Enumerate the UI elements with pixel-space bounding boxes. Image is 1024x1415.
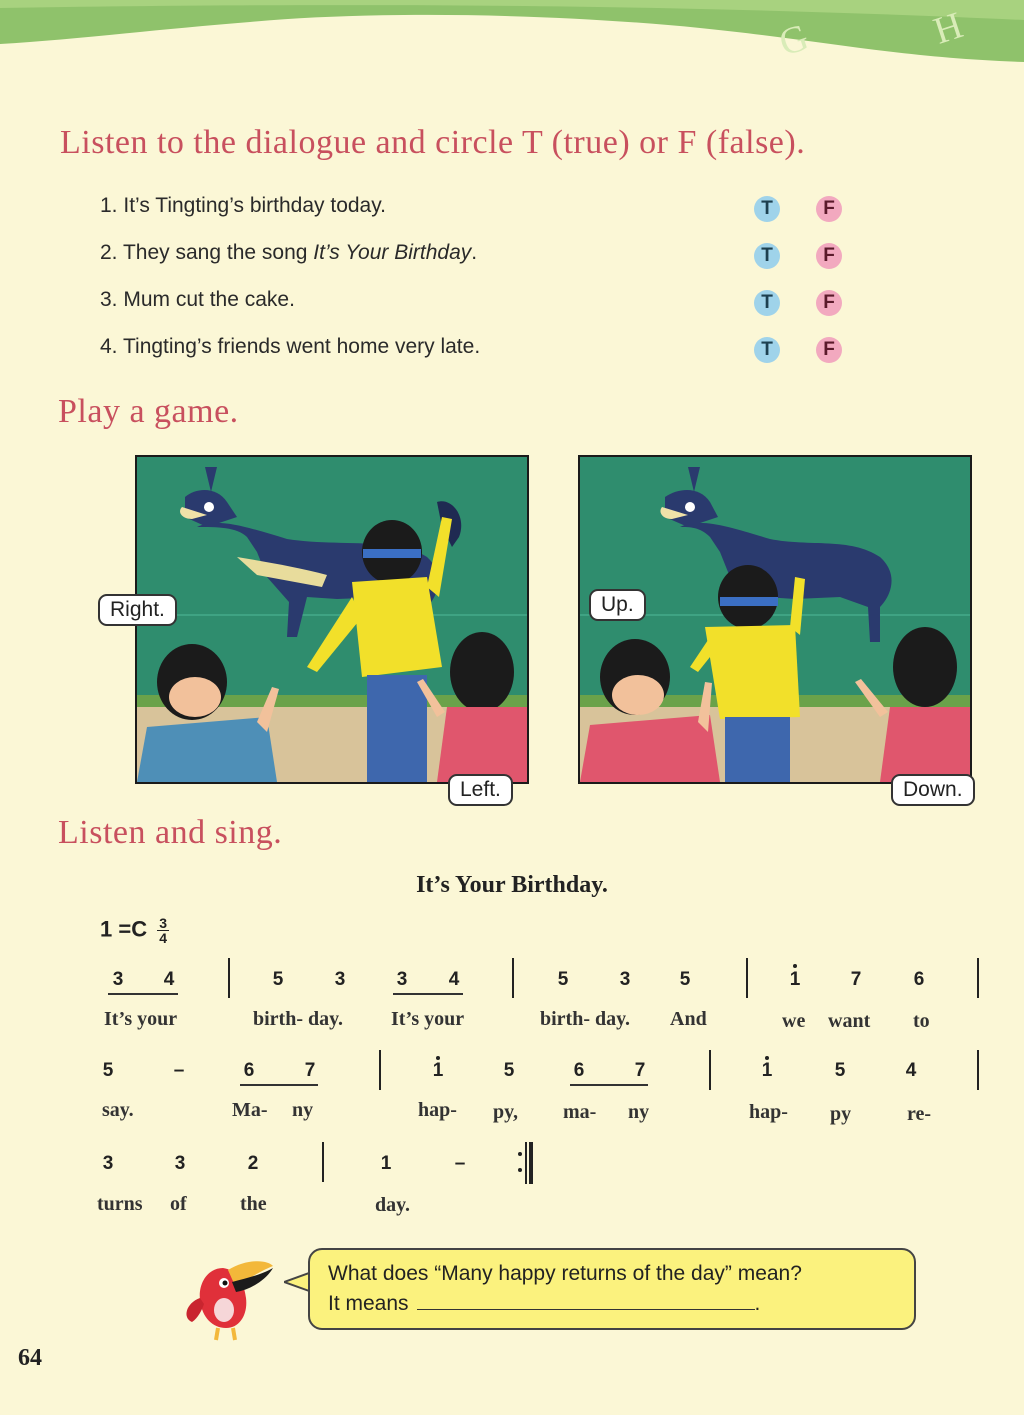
section-heading-play-game: Play a game. <box>58 393 239 430</box>
header-letter-h: H <box>928 4 968 53</box>
statement-text: 3. Mum cut the cake. <box>100 288 295 311</box>
true-false-list <box>100 188 860 376</box>
true-choice[interactable]: T <box>754 337 780 363</box>
beam <box>570 1084 648 1086</box>
lyric: turns <box>97 1193 143 1215</box>
section-heading-listen-circle: Listen to the dialogue and circle T (true) or F (false). <box>60 124 806 161</box>
false-choice[interactable]: F <box>816 196 842 222</box>
lyric: say. <box>102 1099 134 1121</box>
lyric: py, <box>493 1101 519 1123</box>
lyric: birth- day. <box>253 1008 344 1030</box>
true-choice[interactable]: T <box>754 243 780 269</box>
statement-text: 4. Tingting’s friends went home very late. <box>100 335 481 358</box>
beam <box>108 993 178 995</box>
lyric: the <box>240 1193 267 1215</box>
music-note: 3 <box>619 969 631 990</box>
answer-blank[interactable] <box>417 1291 755 1310</box>
music-note: 1 <box>789 969 801 990</box>
lyric: hap- <box>749 1101 788 1123</box>
bar-line <box>379 1050 381 1090</box>
time-signature: $\frac{3}{4}$ <box>159 915 168 946</box>
lyric: It’s your <box>391 1008 465 1030</box>
list-item <box>100 329 860 376</box>
music-note: 5 <box>102 1060 114 1081</box>
beam <box>393 993 463 995</box>
lyric: ma- <box>563 1101 597 1123</box>
header-letter-g: G <box>774 16 814 65</box>
lyric: It’s your <box>104 1008 178 1030</box>
lyric: hap- <box>418 1099 457 1121</box>
false-choice[interactable]: F <box>816 337 842 363</box>
answer-prompt: It means . <box>328 1292 761 1315</box>
lyric: py <box>830 1103 852 1125</box>
music-note: 3 <box>174 1153 186 1174</box>
lyric: want <box>828 1010 871 1032</box>
lyric: ny <box>292 1099 314 1121</box>
music-note: 4 <box>163 969 175 990</box>
statement-text: 2. They sang the song It’s Your Birthday. <box>100 241 478 264</box>
list-item <box>100 188 860 235</box>
statement-text: 1. It’s Tingting’s birthday today. <box>100 194 387 217</box>
repeat-end-sign <box>518 1142 536 1184</box>
speech-bubble-right: Right. <box>98 594 177 626</box>
bar-line <box>228 958 230 998</box>
game-illustration-left <box>135 455 529 784</box>
music-note: 7 <box>634 1060 646 1081</box>
high-octave-dot <box>793 964 797 968</box>
true-choice[interactable]: T <box>754 196 780 222</box>
page-number: 64 <box>18 1345 42 1371</box>
bar-line <box>977 958 979 998</box>
music-note: 2 <box>247 1153 259 1174</box>
speech-bubble-down: Down. <box>891 774 975 806</box>
lyric: we <box>782 1010 806 1032</box>
header-band <box>0 0 1024 70</box>
music-note: – <box>454 1153 466 1174</box>
music-note: 5 <box>834 1060 846 1081</box>
music-note: 3 <box>112 969 124 990</box>
toucan-mascot-icon <box>178 1248 278 1343</box>
song-title: It’s Your Birthday. <box>416 872 608 898</box>
list-item <box>100 282 860 329</box>
false-choice[interactable]: F <box>816 290 842 316</box>
lyric: Ma- <box>232 1099 268 1121</box>
music-note: 3 <box>102 1153 114 1174</box>
speech-bubble-up: Up. <box>589 589 646 621</box>
section-heading-listen-sing: Listen and sing. <box>58 814 283 851</box>
music-note: 3 <box>396 969 408 990</box>
lyric: And <box>670 1008 707 1030</box>
list-item <box>100 235 860 282</box>
lyric: re- <box>907 1103 932 1125</box>
music-note: 1 <box>432 1060 444 1081</box>
beam <box>240 1084 318 1086</box>
music-note: 5 <box>272 969 284 990</box>
music-note: 5 <box>503 1060 515 1081</box>
key-signature: 1 =C $\frac{3}{4}$ <box>100 915 168 946</box>
music-note: 3 <box>334 969 346 990</box>
question-text: What does “Many happy returns of the day” mean? <box>328 1262 802 1285</box>
bar-line <box>746 958 748 998</box>
music-note: – <box>173 1060 185 1081</box>
lyric: to <box>913 1010 930 1032</box>
music-note: 5 <box>557 969 569 990</box>
speech-bubble-left: Left. <box>448 774 513 806</box>
lyric: day. <box>375 1194 411 1216</box>
false-choice[interactable]: F <box>816 243 842 269</box>
true-choice[interactable]: T <box>754 290 780 316</box>
music-note: 6 <box>913 969 925 990</box>
bar-line <box>977 1050 979 1090</box>
music-note: 4 <box>905 1060 917 1081</box>
music-note: 7 <box>850 969 862 990</box>
music-note: 5 <box>679 969 691 990</box>
lyric: ny <box>628 1101 650 1123</box>
music-note: 1 <box>380 1153 392 1174</box>
bar-line <box>512 958 514 998</box>
bar-line <box>709 1050 711 1090</box>
music-note: 1 <box>761 1060 773 1081</box>
music-note: 7 <box>304 1060 316 1081</box>
music-note: 6 <box>243 1060 255 1081</box>
music-note: 6 <box>573 1060 585 1081</box>
bar-line <box>322 1142 324 1182</box>
lyric: birth- day. <box>540 1008 631 1030</box>
question-speech-bubble <box>308 1248 916 1330</box>
music-note: 4 <box>448 969 460 990</box>
lyric: of <box>170 1193 187 1215</box>
